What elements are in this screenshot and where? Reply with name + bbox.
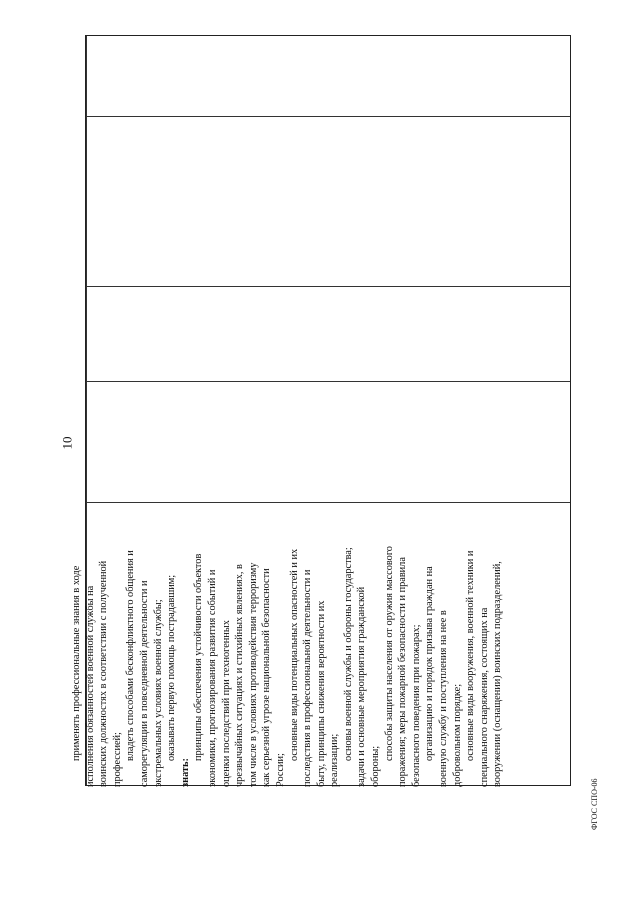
content-line: безопасного поведения при пожарах; <box>410 624 422 787</box>
content-line: военную службу и поступления на нее в <box>438 610 450 787</box>
content-line: саморегуляции в повседневной деятельности и <box>138 580 150 787</box>
content-line: экономики, прогнозирования развития событий и <box>206 569 218 787</box>
competencies-cell <box>70 495 556 787</box>
content-line: экстремальных условиях военной службы; <box>152 599 164 787</box>
content-line: России; <box>274 753 286 787</box>
content-line: обороны; <box>370 745 382 787</box>
content-line: том числе в условиях противодействия терроризму <box>247 562 259 787</box>
content-line: организацию и порядок призыва граждан на <box>424 566 436 761</box>
content-line: вооружении (оснащении) воинских подразделений, <box>492 561 504 787</box>
content-line: воинских должностях в соответствии с полученной <box>98 560 110 787</box>
content-line: основные виды потенциальных опасностей и их <box>288 548 300 761</box>
content-line: чрезвычайных ситуациях и стихийных явлениях, в <box>234 564 246 787</box>
content-line: способы защиты населения от оружия массового <box>383 546 395 761</box>
competencies-text <box>70 495 556 787</box>
content-line: основы военной службы и обороны государства; <box>342 547 354 761</box>
content-line: задачи и основные мероприятия гражданской <box>356 586 368 787</box>
content-line: последствия в профессиональной деятельности и <box>302 569 314 787</box>
content-line: профессией; <box>111 732 123 787</box>
page-number: 10 <box>59 436 75 450</box>
content-line: оценки последствий при техногенных <box>220 620 232 787</box>
content-line: исполнения обязанностей военной службы на <box>84 585 96 787</box>
content-line: владеть способами бесконфликтного общения и <box>125 550 137 761</box>
content-line: реализации; <box>329 733 341 787</box>
content-line: специального снаряжения, состоящих на <box>478 607 490 787</box>
content-line: принципы обеспечения устойчивости объектов <box>193 553 205 761</box>
content-line: поражения; меры пожарной безопасности и правила <box>397 557 409 787</box>
column-divider <box>86 286 570 287</box>
content-line: оказывать первую помощь пострадавшим; <box>166 574 178 761</box>
content-line: как серьезной угрозе национальной безопасности <box>261 568 273 787</box>
column-divider <box>86 381 570 382</box>
footer-code: ФГОС СПО-06 <box>590 778 599 830</box>
content-line: основные виды вооружения, военной техники и <box>465 550 477 761</box>
content-line: быту, принципы снижения вероятности их <box>315 600 327 787</box>
column-divider <box>86 116 570 117</box>
content-line: добровольном порядке; <box>451 683 463 787</box>
content-line: знать: <box>179 758 191 787</box>
content-line: применять профессиональные знания в ходе <box>71 565 82 761</box>
